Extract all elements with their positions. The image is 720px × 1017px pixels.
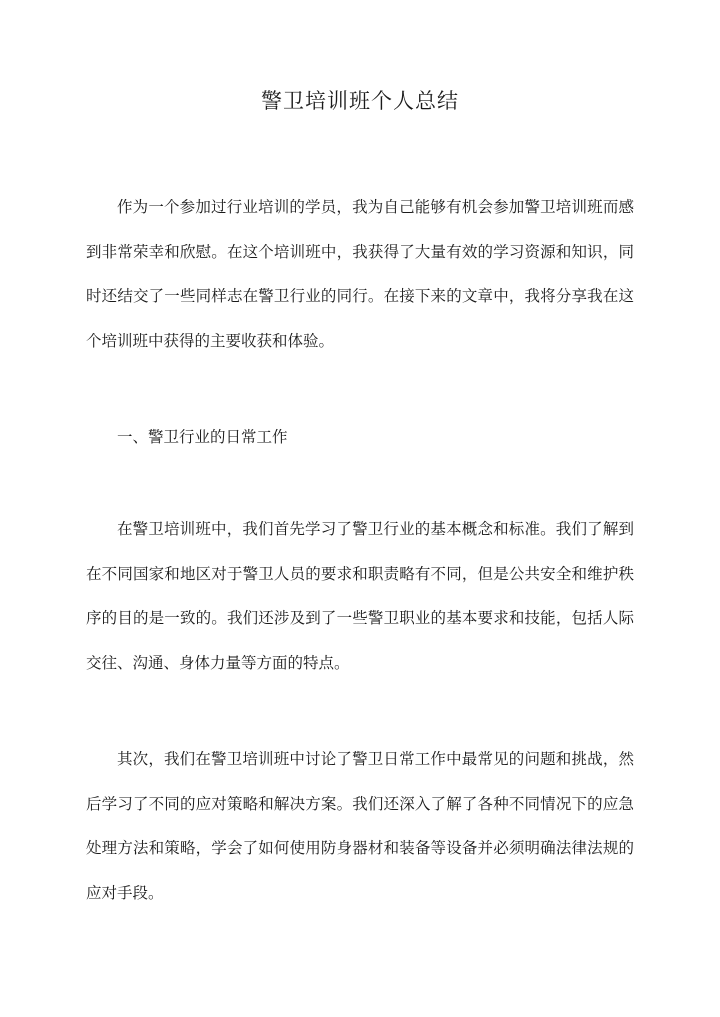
paragraph-intro: 作为一个参加过行业培训的学员，我为自己能够有机会参加警卫培训班而感到非常荣幸和欣慰。在这个培训班中，我获得了大量有效的学习资源和知识，同时还结交了一些同样志在警卫行业的同行。在接下来的文章中，我将分享我在这个培训班中获得的主要收获和体验。 (86, 198, 634, 350)
document-title: 警卫培训班个人总结 (261, 89, 459, 113)
paragraph-challenges: 其次，我们在警卫培训班中讨论了警卫日常工作中最常见的问题和挑战，然后学习了不同的应对策略和解决方案。我们还深入了解了各种不同情况下的应急处理方法和策略，学会了如何使用防身器材和装备等设备并必须明确法律法规的应对手段。 (86, 750, 634, 902)
section-heading: 一、警卫行业的日常工作 (117, 428, 288, 446)
paragraph-basics: 在警卫培训班中，我们首先学习了警卫行业的基本概念和标准。我们了解到在不同国家和地区对于警卫人员的要求和职责略有不同，但是公共安全和维护秩序的目的是一致的。我们还涉及到了一些警卫职业的基本要求和技能，包括人际交往、沟通、身体力量等方面的特点。 (86, 520, 634, 672)
